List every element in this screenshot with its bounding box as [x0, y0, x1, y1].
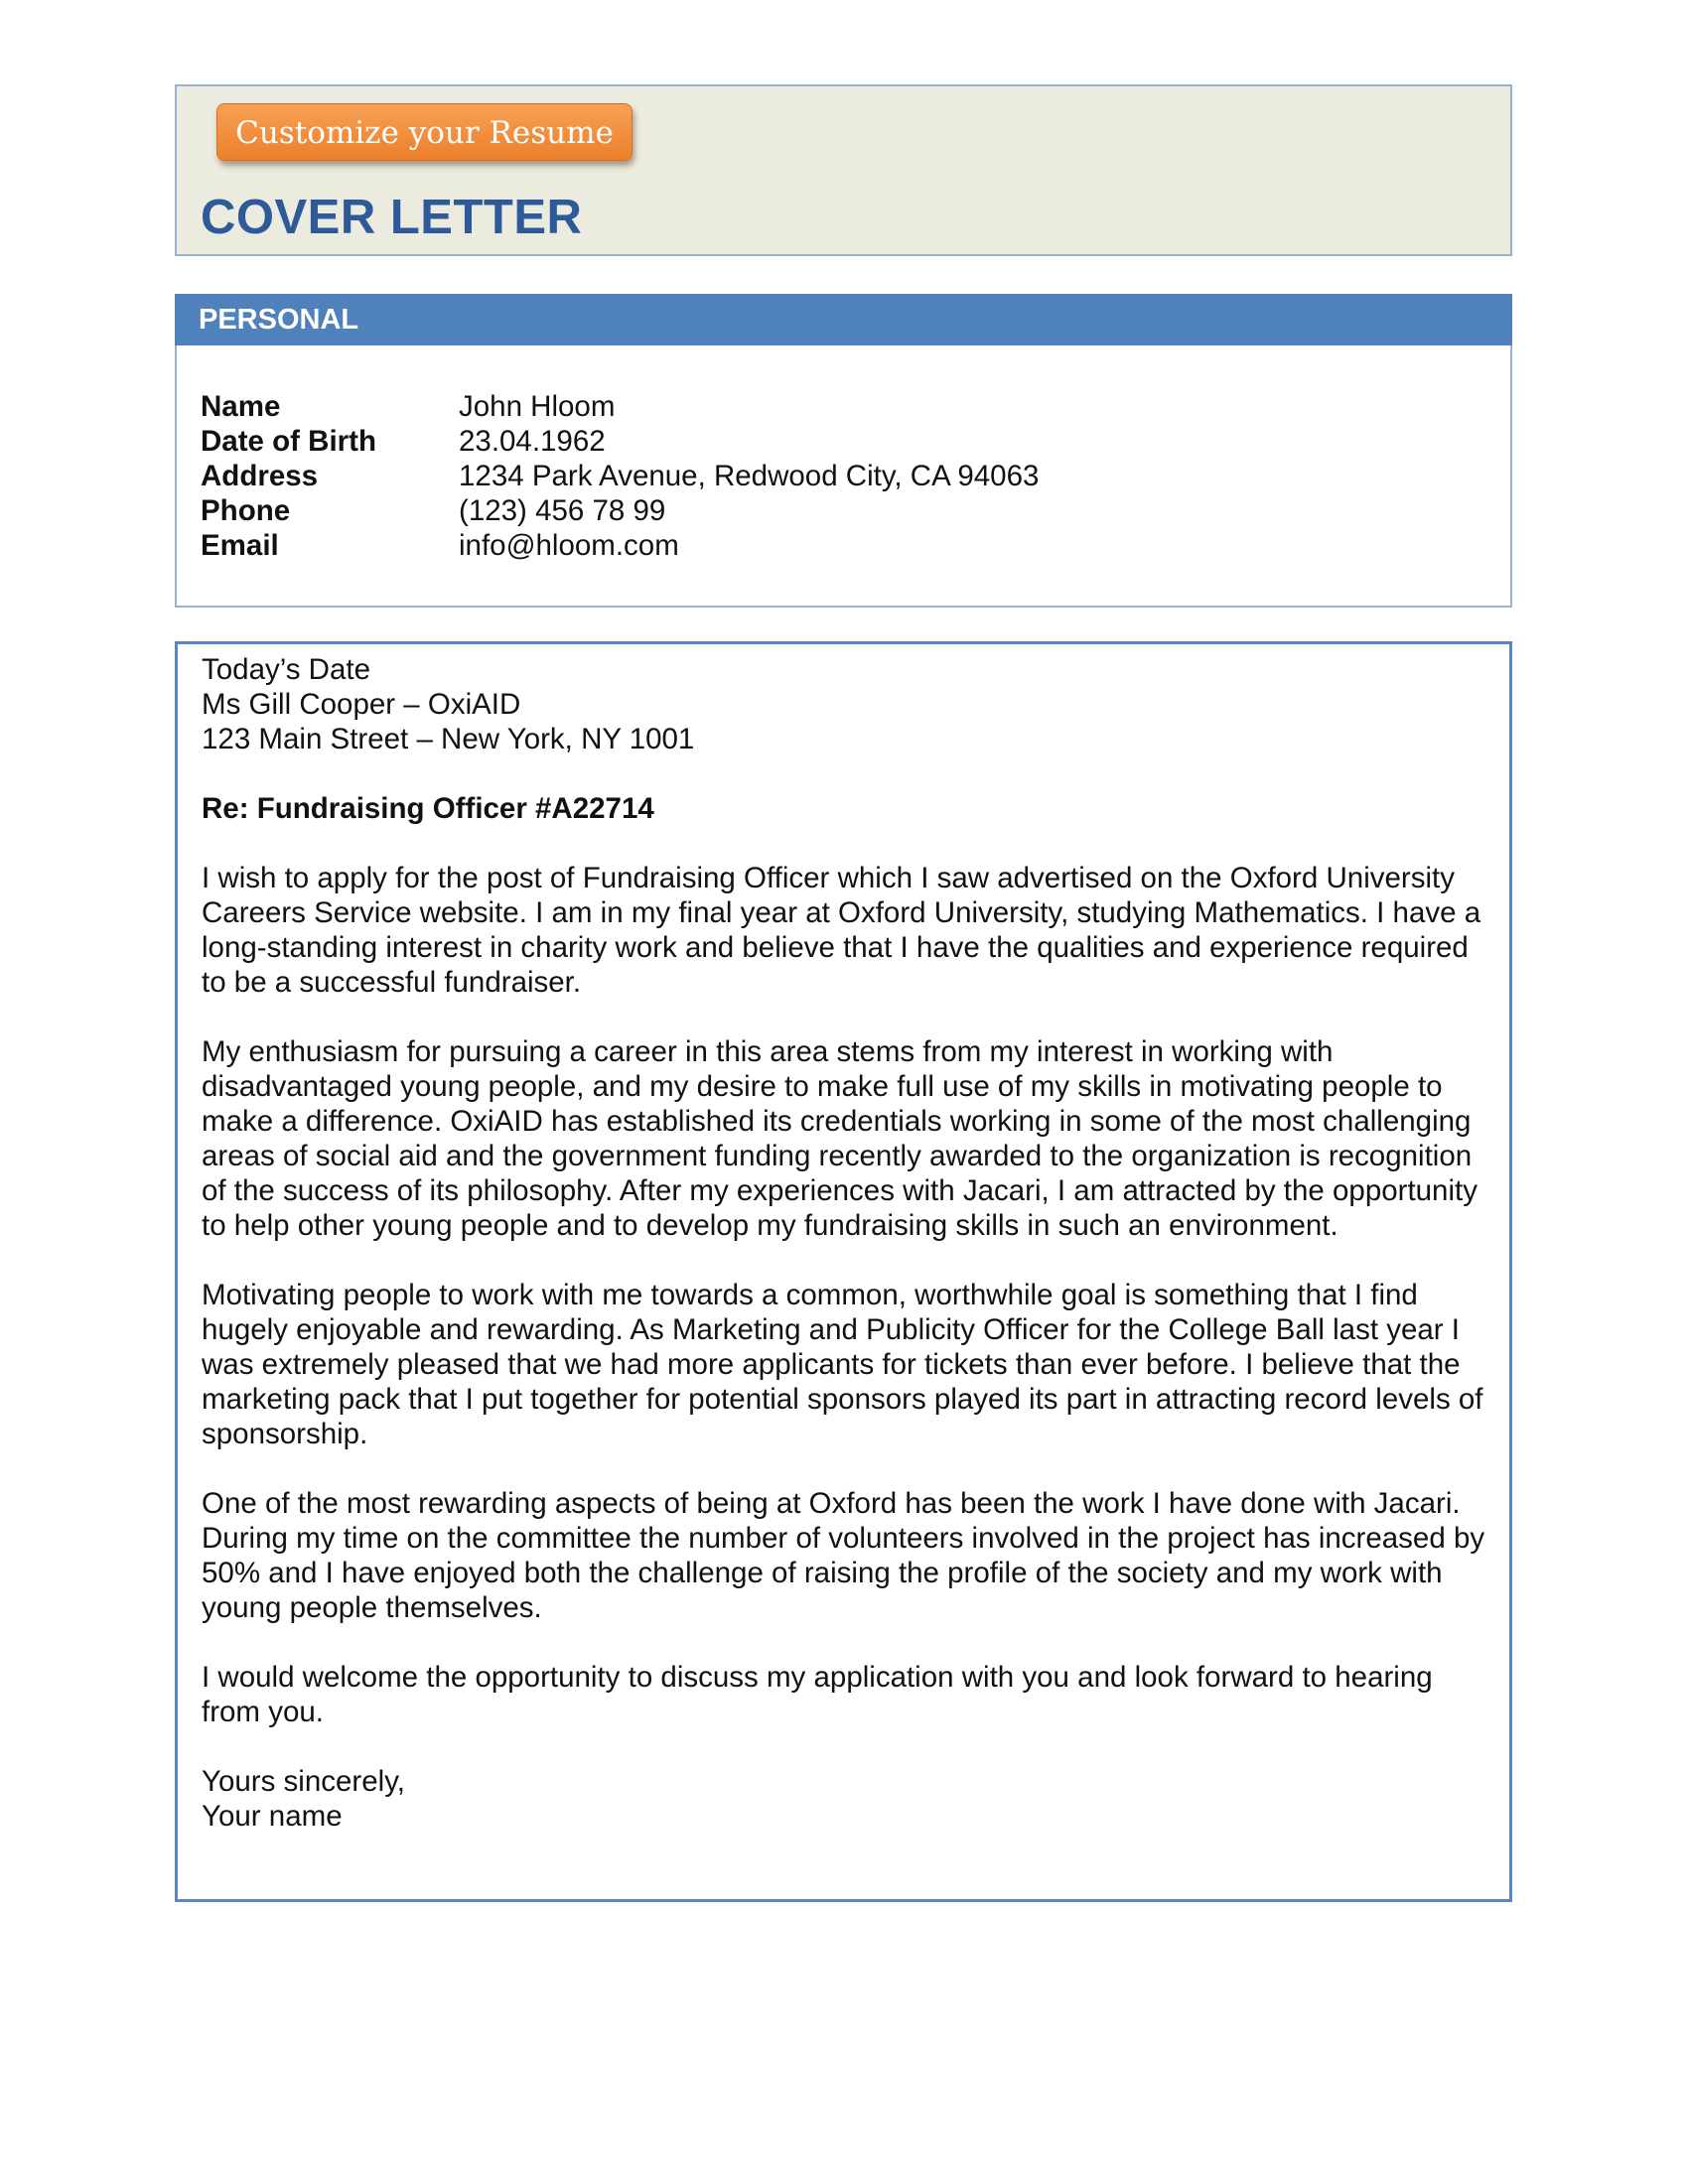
info-value: 23.04.1962 [459, 425, 606, 458]
letter-signature: Your name [202, 1800, 343, 1833]
letter-recipient: Ms Gill Cooper – OxiAID [202, 688, 521, 721]
personal-section-header [175, 294, 1512, 345]
info-row-address [201, 459, 1039, 493]
customize-resume-button[interactable]: Customize your Resume [216, 103, 633, 161]
letter-paragraph: One of the most rewarding aspects of being at Oxford has been the work I have done with Jacari. During my time on the committee the number of volunteers involved in the project has increased by 50% and I have enjoyed both the challenge of raising the profile of the society and my work with young people themselves. [202, 1487, 1485, 1624]
info-value: John Hloom [459, 390, 616, 423]
info-row-date-of-birth [201, 424, 1039, 459]
letter-paragraph: My enthusiasm for pursuing a career in this area stems from my interest in working with disadvantaged young people, and my desire to make full use of my skills in motivating people to make a difference. OxiAID has established its credentials working in some of the most challenging areas of social aid and the government funding recently awarded to the organization is recognition of the success of its philosophy. After my experiences with Jacari, I am attracted by the opportunity to help other young people and to develop my fundraising skills in such an environment. [202, 1035, 1477, 1242]
info-label: Phone [201, 494, 291, 527]
letter-paragraph: Motivating people to work with me towards a common, worthwhile goal is something that I find hugely enjoyable and rewarding. As Marketing and Publicity Officer for the College Ball last year I was extremely pleased that we had more applicants for tickets than ever before. I believe that the marketing pack that I put together for potential sponsors played its part in attracting record levels of sponsorship. [202, 1279, 1483, 1450]
info-value: info@hloom.com [459, 529, 679, 562]
info-label: Address [201, 460, 319, 492]
letter-paragraph: I would welcome the opportunity to discuss my application with you and look forward to hearing from you. [202, 1661, 1433, 1728]
personal-section [175, 294, 1512, 608]
letter-recipient-address: 123 Main Street – New York, NY 1001 [202, 723, 695, 755]
info-row-phone [201, 493, 1039, 528]
info-label: Email [201, 529, 279, 562]
letter-panel [175, 641, 1512, 1902]
letter-body [202, 652, 1492, 1834]
letter-paragraph: I wish to apply for the post of Fundraising Officer which I saw advertised on the Oxford University Careers Service website. I am in my final year at Oxford University, studying Mathematics. I have a long-standing interest in charity work and believe that I have the qualities and experience required to be a successful fundraiser. [202, 862, 1481, 999]
info-value: 1234 Park Avenue, Redwood City, CA 94063 [459, 460, 1040, 492]
info-row-email [201, 528, 1039, 563]
personal-info-table [201, 389, 1039, 563]
info-label: Date of Birth [201, 425, 376, 458]
info-label: Name [201, 390, 281, 423]
letter-date: Today’s Date [202, 653, 370, 686]
letter-closing: Yours sincerely, [202, 1765, 405, 1798]
page-title: COVER LETTER [201, 191, 583, 244]
personal-section-title: PERSONAL [199, 304, 359, 336]
info-row-name [201, 389, 1039, 424]
header-panel [175, 84, 1512, 256]
letter-subject: Re: Fundraising Officer #A22714 [202, 792, 654, 825]
info-value: (123) 456 78 99 [459, 494, 666, 527]
